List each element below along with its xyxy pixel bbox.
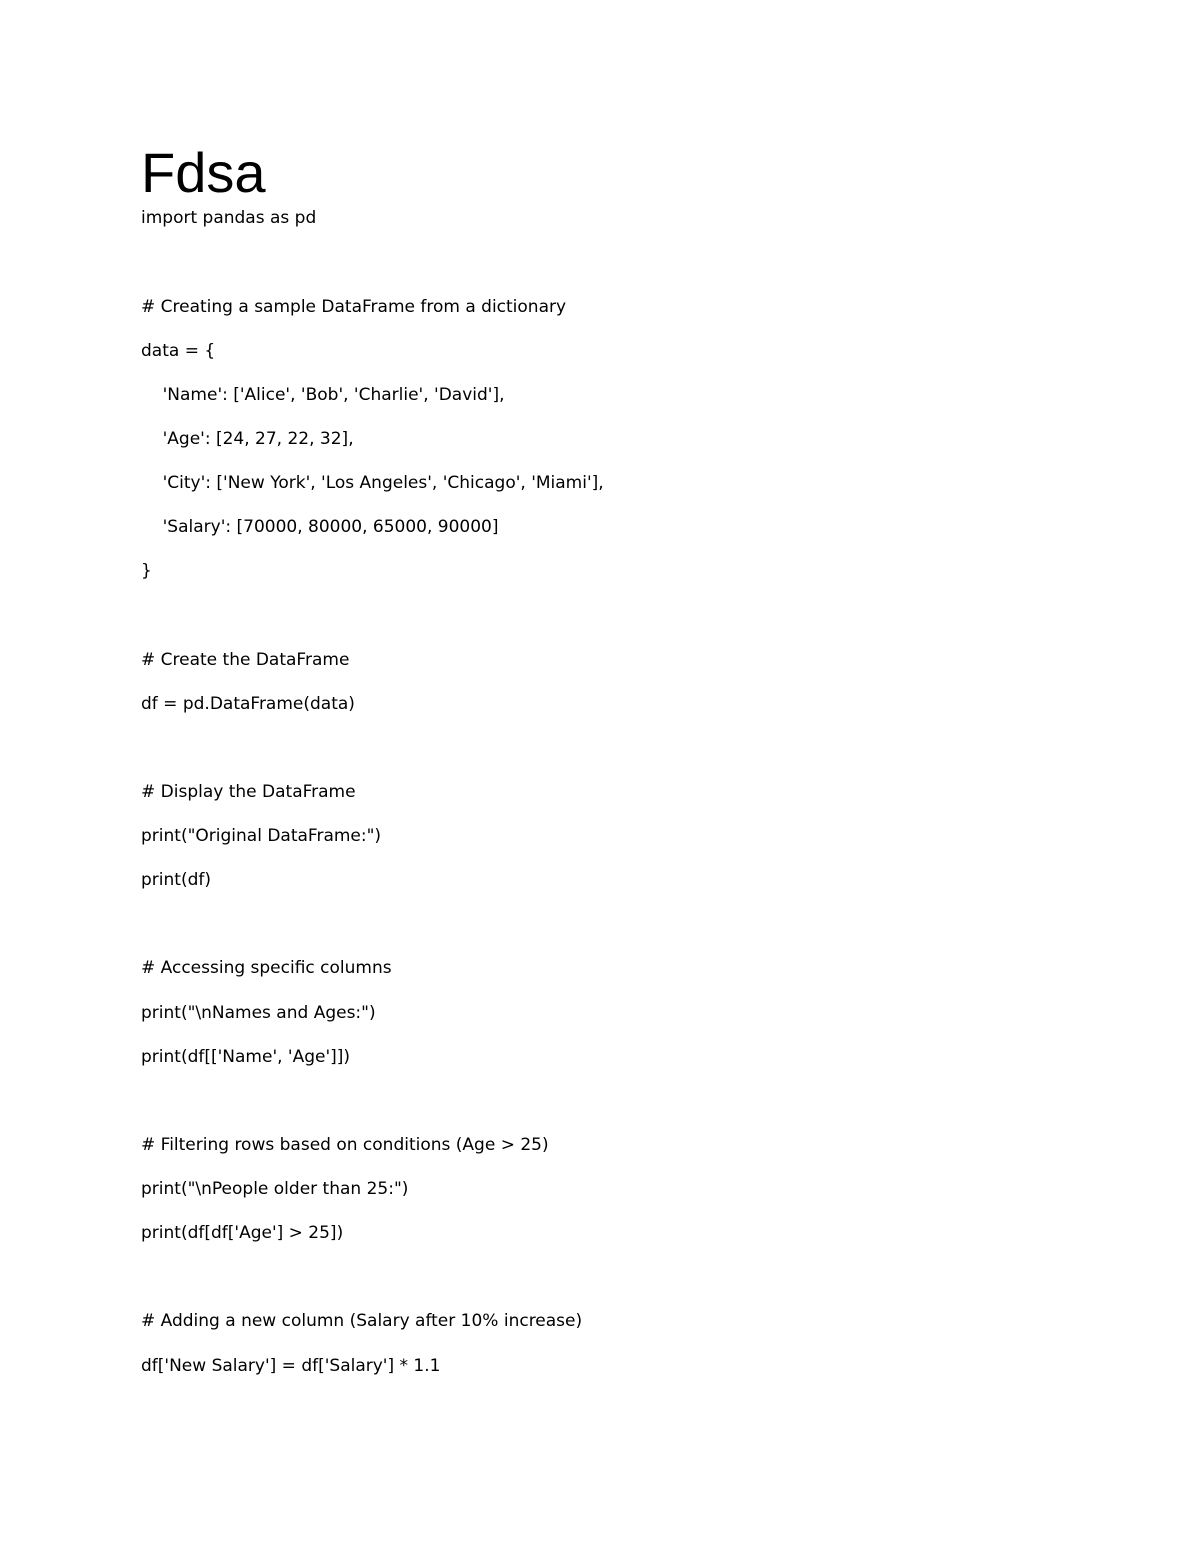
text-line: print("Original DataFrame:")	[141, 826, 382, 846]
text-line: data = {	[141, 341, 216, 361]
text-line: print(df)	[141, 870, 211, 890]
text-line: import pandas as pd	[141, 208, 317, 228]
comment-line: # Filtering rows based on conditions (Age > 25)	[141, 1135, 549, 1155]
comment-line: # Creating a sample DataFrame from a dictionary	[141, 297, 567, 317]
text-line: }	[141, 561, 152, 581]
text-line: print("\nPeople older than 25:")	[141, 1179, 409, 1199]
text-line: print(df[df['Age'] > 25])	[141, 1223, 344, 1243]
comment-line: # Display the DataFrame	[141, 782, 356, 802]
text-line: 'Name': ['Alice', 'Bob', 'Charlie', 'David'],	[141, 385, 505, 405]
comment-line: # Create the DataFrame	[141, 650, 350, 670]
text-line: df = pd.DataFrame(data)	[141, 694, 355, 714]
text-line: 'City': ['New York', 'Los Angeles', 'Chicago', 'Miami'],	[141, 473, 604, 493]
text-line: print("\nNames and Ages:")	[141, 1003, 376, 1023]
text-line: 'Age': [24, 27, 22, 32],	[141, 429, 354, 449]
text-line: df['New Salary'] = df['Salary'] * 1.1	[141, 1356, 441, 1376]
document-title: Fdsa	[141, 141, 266, 204]
comment-line: # Adding a new column (Salary after 10% increase)	[141, 1311, 583, 1331]
text-line: print(df[['Name', 'Age']])	[141, 1047, 351, 1067]
text-line: 'Salary': [70000, 80000, 65000, 90000]	[141, 517, 499, 537]
comment-line: # Accessing specific columns	[141, 958, 392, 978]
